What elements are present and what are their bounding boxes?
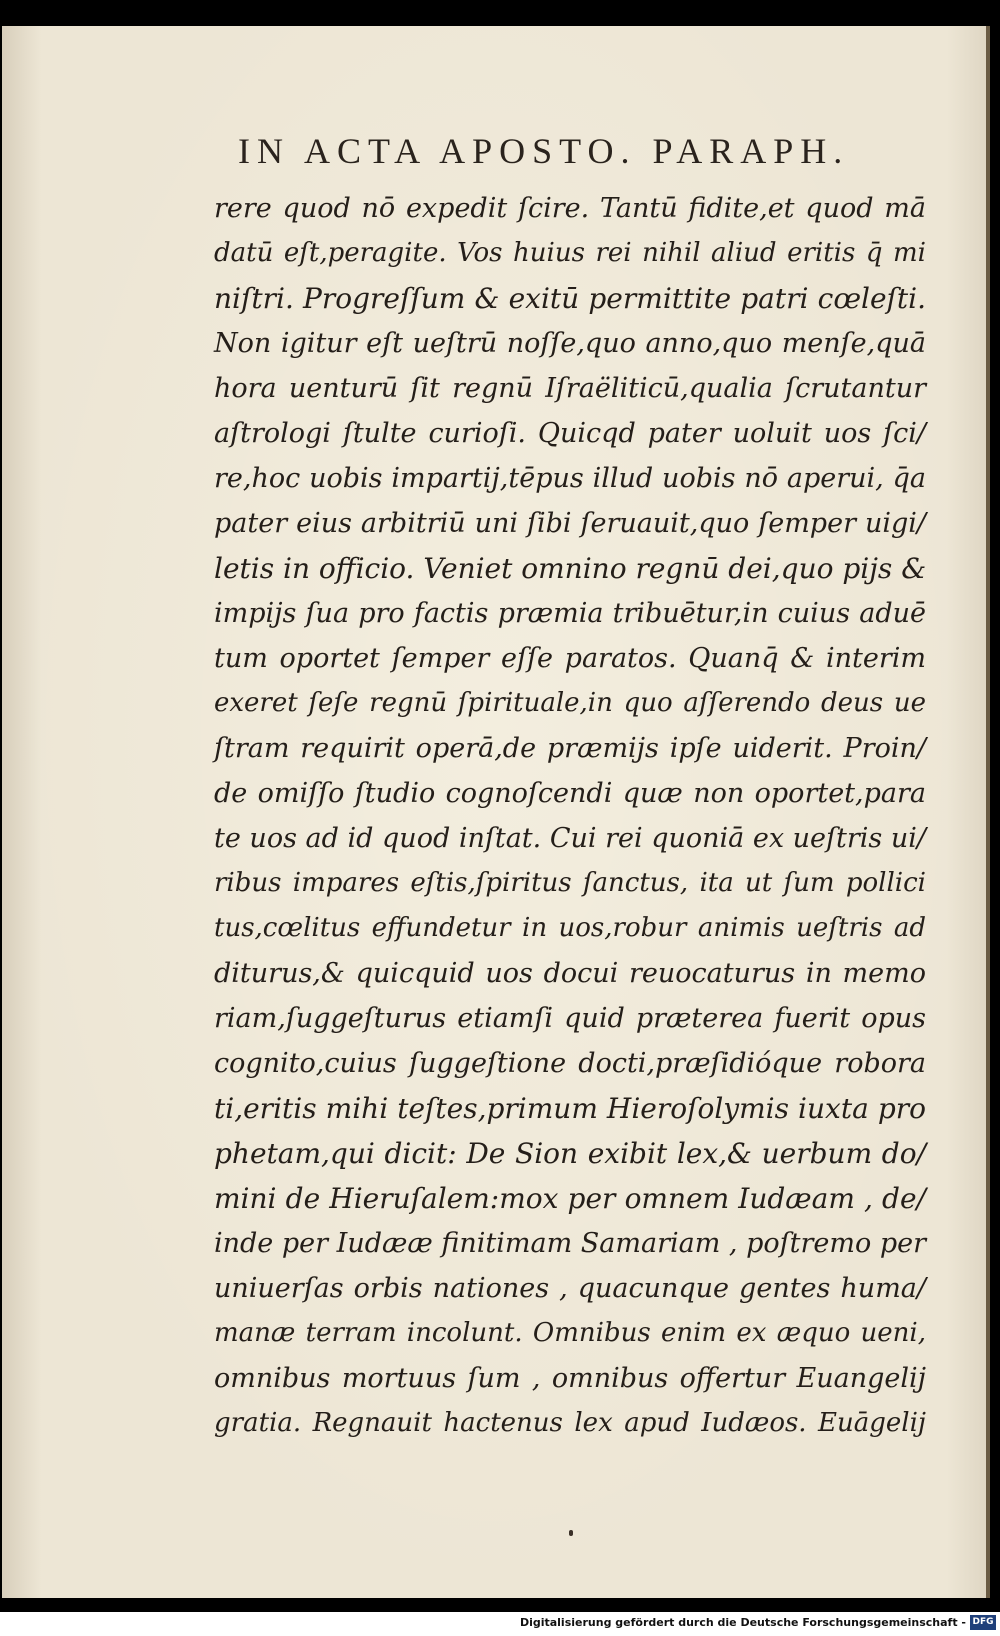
text-line: diturus,& quicquid uos docui reuocaturus in memo <box>214 958 926 989</box>
text-line: ti,eritis mihi teſtes,primum Hieroſolymis iuxta pro <box>214 1092 926 1125</box>
text-line: tus,cœlitus effundetur in uos,robur animis ueſtris ad <box>214 913 926 943</box>
text-line: riam,ſuggeſturus etiamſi quid præterea fuerit opus <box>214 1003 926 1034</box>
text-line: letis in officio. Veniet omnino regnū dei,quo pijs & <box>214 552 927 585</box>
text-line: ſtram requirit operā,de præmijs ipſe uiderit. Proin/ <box>214 733 926 764</box>
text-line: manæ terram incolunt. Omnibus enim ex æquo ueni, <box>214 1318 926 1348</box>
text-line: tum oportet ſemper eſſe paratos. Quanq̄ & interim <box>214 643 926 674</box>
text-line: exeret ſeſe regnū ſpirituale,in quo aſſerendo deus ue <box>214 688 926 718</box>
running-head: IN ACTA APOSTO. PARAPH. <box>238 131 850 171</box>
text-line: hora uenturū ſit regnū Iſraëliticū,qualia ſcrutantur <box>214 373 926 404</box>
text-line: impijs ſua pro factis præmia tribuētur,in cuius aduē <box>214 598 926 629</box>
funding-notice: Digitalisierung gefördert durch die Deutsche Forschungsgemeinschaft - <box>519 1616 966 1629</box>
text-line: de omiſſo ſtudio cognoſcendi quæ non oportet,para <box>214 778 926 809</box>
text-line: te uos ad id quod inſtat. Cui rei quoniā ex ueſtris ui/ <box>214 823 926 854</box>
text-line: re,hoc uobis impartij,tēpus illud uobis nō aperui, q̄a <box>214 463 926 494</box>
text-line: pater eius arbitriū uni ſibi ſeruauit,quo ſemper uigi/ <box>214 508 926 539</box>
text-line: ribus impares eſtis,ſpiritus ſanctus, ita ut ſum pollici <box>214 868 926 898</box>
text-line: mini de Hieruſalem:mox per omnem Iudæam , de/ <box>214 1182 926 1215</box>
text-line: Non igitur eſt ueſtrū noſſe,quo anno,quo menſe,quā <box>214 328 926 359</box>
text-line: inde per Iudææ finitimam Samariam , poſtremo per <box>214 1228 926 1259</box>
text-line: uniuerſas orbis nationes , quacunque gentes huma/ <box>214 1273 926 1304</box>
text-line: rere quod nō expedit ſcire. Tantū fidite,et quod mā <box>214 193 926 224</box>
text-line: niſtri. Progreſſum & exitū permittite patri cœleſti. <box>214 282 926 315</box>
ink-mark <box>569 1530 573 1536</box>
text-line: phetam,qui dicit: De Sion exibit lex,& uerbum do/ <box>214 1137 926 1170</box>
page-edge <box>986 26 990 1598</box>
text-line: omnibus mortuus ſum , omnibus offertur Euangelij <box>214 1363 926 1394</box>
text-line: aſtrologi ſtulte curioſi. Quicqd pater uoluit uos ſci/ <box>214 418 926 449</box>
body-text <box>214 186 926 1446</box>
text-line: cognito,cuius ſuggeſtione docti,præſidióque robora <box>214 1048 926 1079</box>
dfg-logo: DFG <box>970 1615 996 1630</box>
text-line: gratia. Regnauit hactenus lex apud Iudæos. Euāgelij <box>214 1408 926 1438</box>
text-line: datū eſt,peragite. Vos huius rei nihil aliud eritis q̄ mi <box>214 238 926 268</box>
